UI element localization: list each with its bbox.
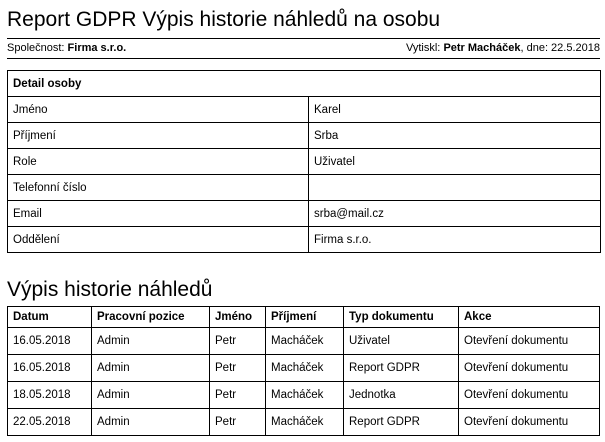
history-header-row	[8, 307, 600, 328]
cell-date: 16.05.2018	[8, 355, 92, 382]
table-row	[8, 382, 600, 409]
detail-row-email	[8, 201, 601, 227]
detail-row-department	[8, 227, 601, 253]
detail-label: Oddělení	[8, 227, 309, 253]
print-date: , dne: 22.5.2018	[520, 42, 600, 54]
detail-value: Firma s.r.o.	[309, 227, 601, 253]
cell-first-name: Petr	[210, 355, 266, 382]
company-name: Firma s.r.o.	[67, 42, 127, 54]
cell-date: 22.05.2018	[8, 409, 92, 436]
report-meta-bar	[7, 38, 600, 59]
table-row	[8, 328, 600, 355]
detail-value	[309, 175, 601, 201]
view-history-table	[7, 306, 600, 436]
detail-row-first-name	[8, 97, 601, 123]
cell-document-type: Uživatel	[344, 328, 459, 355]
print-info	[406, 39, 600, 58]
history-section-title: Výpis historie náhledů	[7, 278, 213, 301]
detail-row-last-name	[8, 123, 601, 149]
cell-date: 18.05.2018	[8, 382, 92, 409]
table-row	[8, 355, 600, 382]
cell-position: Admin	[92, 409, 210, 436]
detail-header-row	[8, 71, 601, 97]
person-detail-table	[7, 70, 601, 253]
cell-action: Otevření dokumentu	[459, 328, 600, 355]
cell-first-name: Petr	[210, 409, 266, 436]
detail-row-role	[8, 149, 601, 175]
detail-label: Příjmení	[8, 123, 309, 149]
printed-by-name: Petr Macháček	[443, 42, 521, 54]
column-header-action: Akce	[459, 307, 600, 328]
cell-action: Otevření dokumentu	[459, 409, 600, 436]
cell-first-name: Petr	[210, 382, 266, 409]
table-row	[8, 409, 600, 436]
cell-last-name: Macháček	[266, 409, 344, 436]
column-header-position: Pracovní pozice	[92, 307, 210, 328]
detail-row-phone	[8, 175, 601, 201]
detail-label: Role	[8, 149, 309, 175]
cell-action: Otevření dokumentu	[459, 382, 600, 409]
page-title: Report GDPR Výpis historie náhledů na osobu	[7, 8, 441, 31]
cell-position: Admin	[92, 328, 210, 355]
detail-label: Jméno	[8, 97, 309, 123]
column-header-date: Datum	[8, 307, 92, 328]
cell-position: Admin	[92, 382, 210, 409]
cell-document-type: Report GDPR	[344, 355, 459, 382]
cell-last-name: Macháček	[266, 382, 344, 409]
detail-value: Srba	[309, 123, 601, 149]
detail-value: Uživatel	[309, 149, 601, 175]
column-header-first-name: Jméno	[210, 307, 266, 328]
cell-first-name: Petr	[210, 328, 266, 355]
column-header-last-name: Příjmení	[266, 307, 344, 328]
detail-label: Email	[8, 201, 309, 227]
cell-action: Otevření dokumentu	[459, 355, 600, 382]
company-info	[7, 39, 126, 58]
detail-label: Telefonní číslo	[8, 175, 309, 201]
detail-value: Karel	[309, 97, 601, 123]
printed-by-label: Vytiskl:	[405, 42, 441, 54]
detail-header: Detail osoby	[8, 71, 601, 97]
cell-last-name: Macháček	[266, 328, 344, 355]
cell-document-type: Report GDPR	[344, 409, 459, 436]
company-label: Společnost:	[7, 42, 65, 54]
cell-last-name: Macháček	[266, 355, 344, 382]
cell-date: 16.05.2018	[8, 328, 92, 355]
cell-document-type: Jednotka	[344, 382, 459, 409]
detail-value: srba@mail.cz	[309, 201, 601, 227]
column-header-document-type: Typ dokumentu	[344, 307, 459, 328]
cell-position: Admin	[92, 355, 210, 382]
